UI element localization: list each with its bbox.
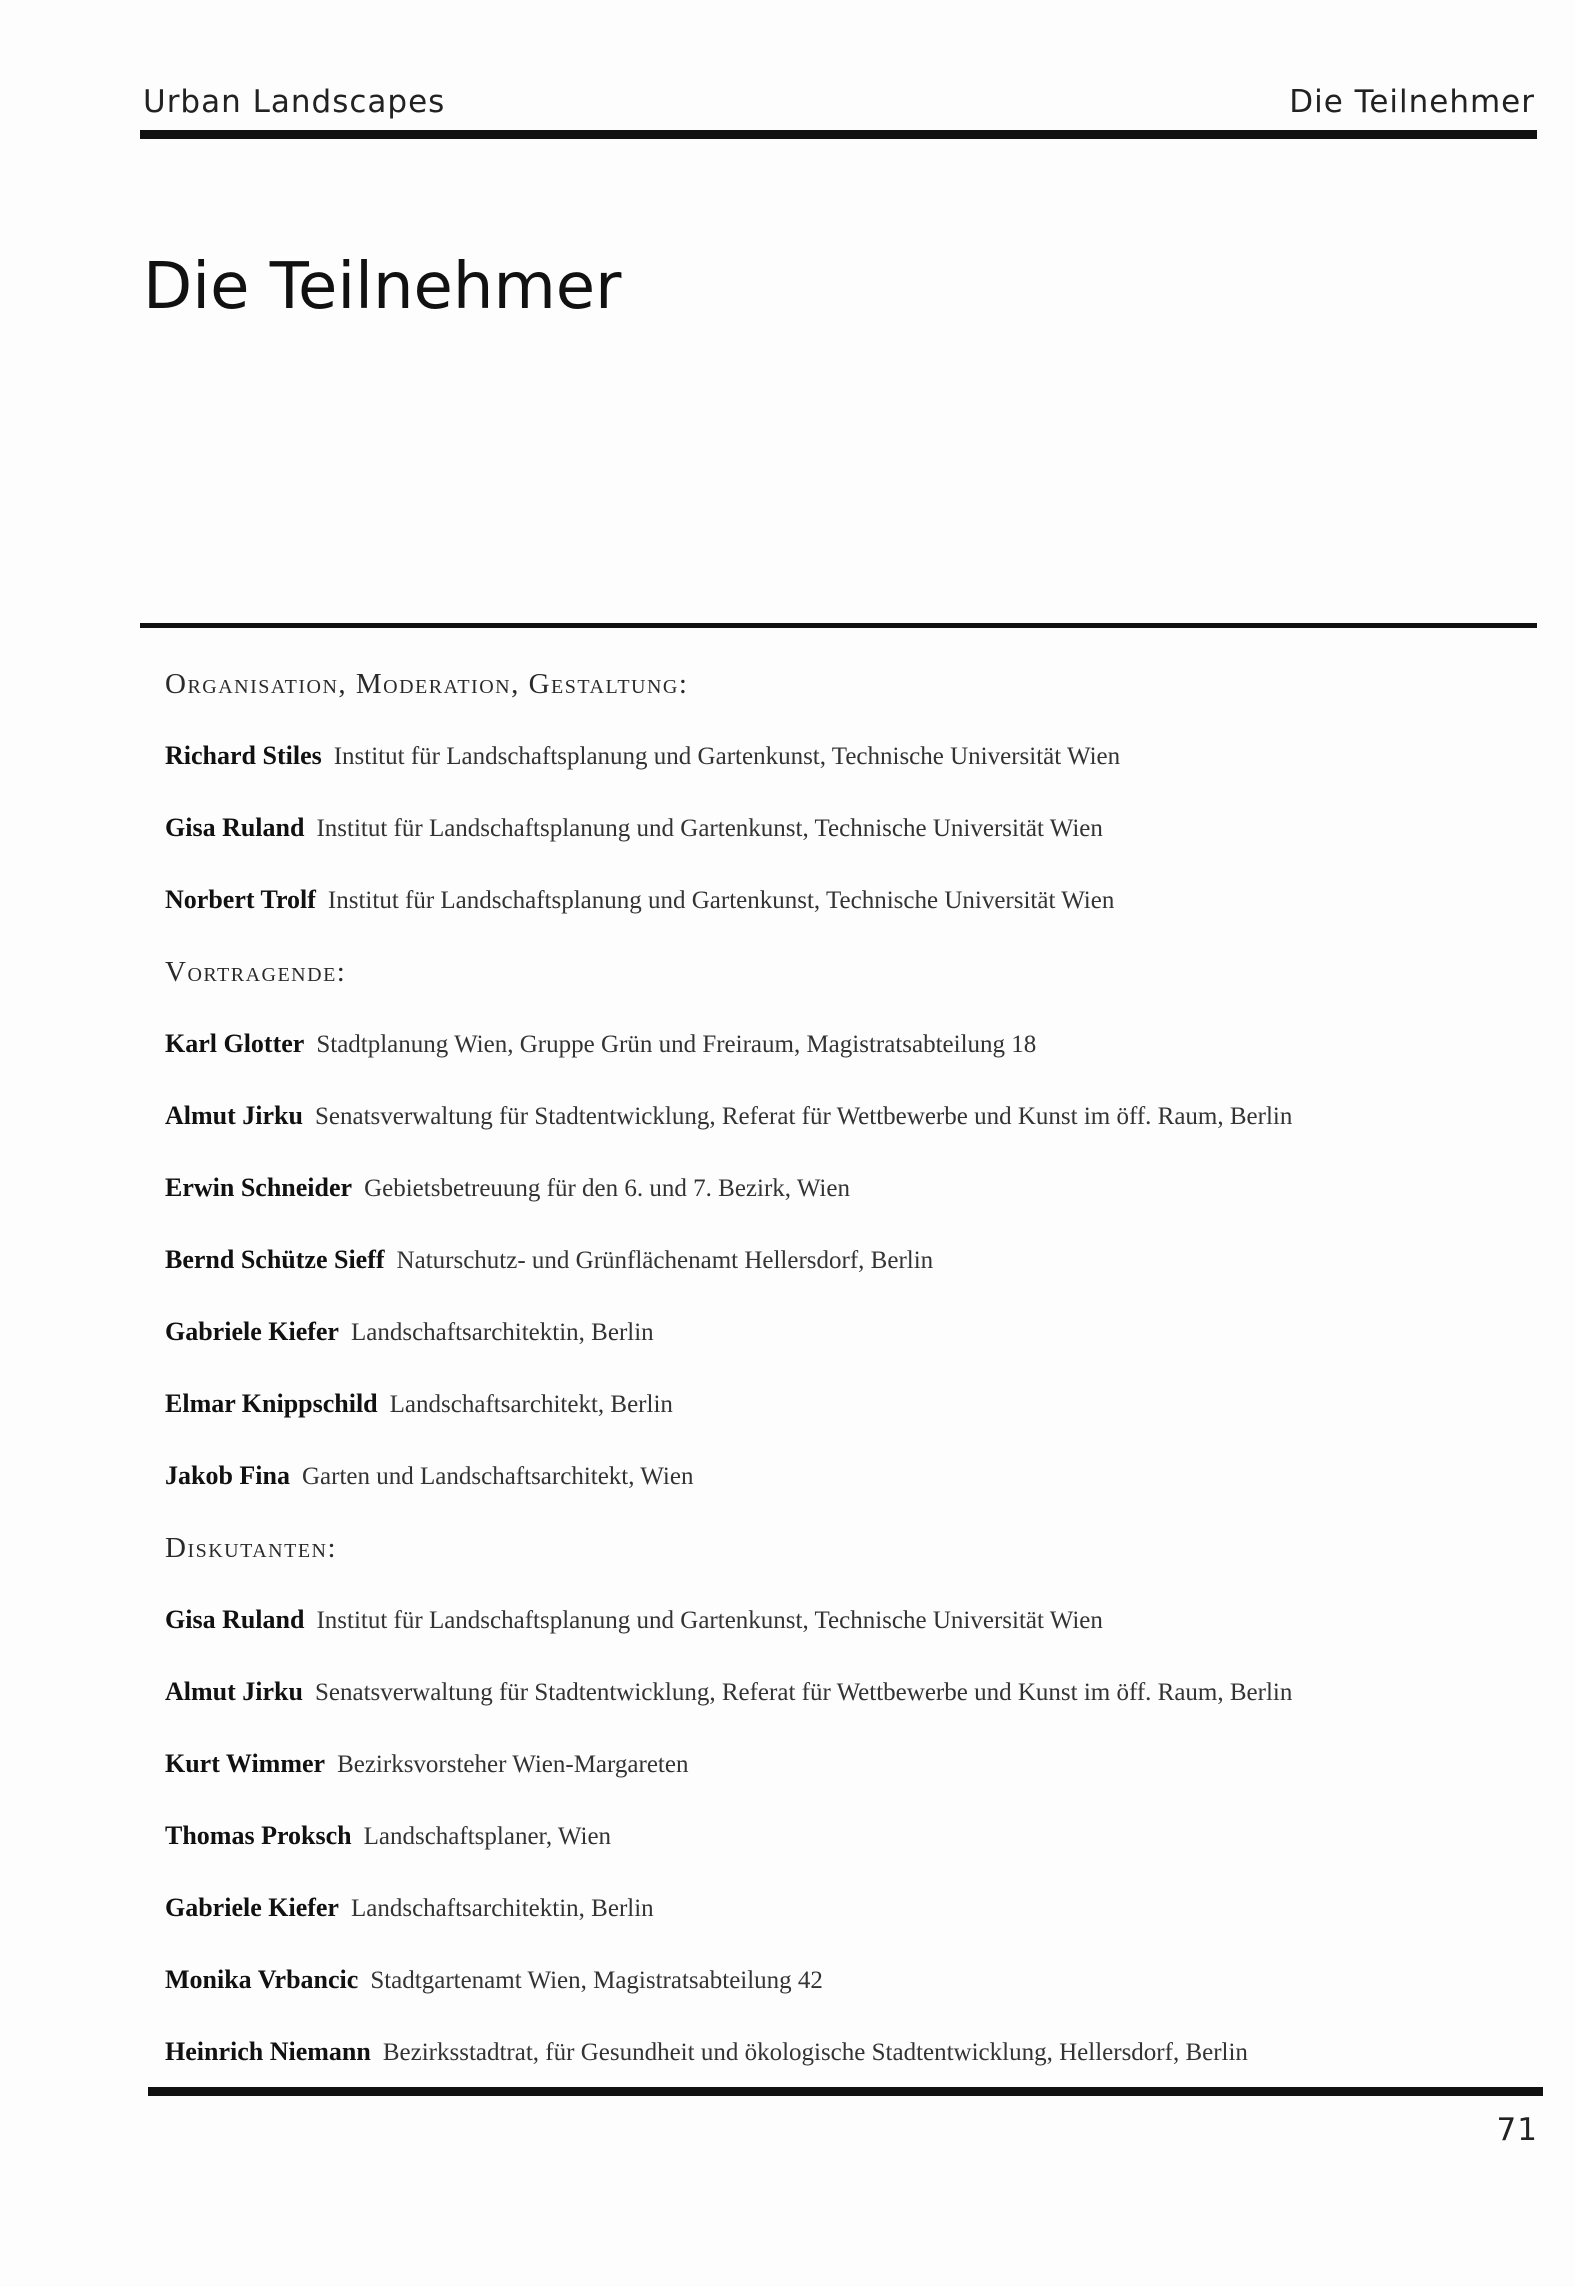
list-item bbox=[165, 878, 1495, 950]
participant-affiliation: Bezirksstadtrat, für Gesundheit und ökologische Stadtentwicklung, Hellersdorf, Berlin bbox=[382, 2039, 1248, 2066]
participant-name: Jakob Fina bbox=[165, 1461, 290, 1490]
list-item bbox=[165, 1598, 1495, 1670]
list-item bbox=[165, 1958, 1495, 2030]
section-vortragende bbox=[165, 950, 1495, 1526]
section-heading: Organisation, Moderation, Gestaltung: bbox=[165, 668, 689, 700]
participant-name: Gisa Ruland bbox=[165, 1605, 305, 1634]
participant-name: Elmar Knippschild bbox=[165, 1389, 378, 1418]
list-item bbox=[165, 1022, 1495, 1094]
participant-affiliation: Institut für Landschaftsplanung und Gartenkunst, Technische Universität Wien bbox=[316, 1607, 1103, 1634]
participant-affiliation: Landschaftsarchitekt, Berlin bbox=[389, 1391, 673, 1418]
participant-list bbox=[165, 662, 1495, 2102]
participant-name: Erwin Schneider bbox=[165, 1173, 353, 1202]
participant-name: Gabriele Kiefer bbox=[165, 1317, 339, 1346]
list-item bbox=[165, 1742, 1495, 1814]
page-number: 71 bbox=[1496, 2112, 1538, 2148]
participant-affiliation: Naturschutz- und Grünflächenamt Hellersdorf, Berlin bbox=[396, 1247, 934, 1274]
participant-name: Almut Jirku bbox=[165, 1677, 303, 1706]
participant-name: Thomas Proksch bbox=[165, 1821, 352, 1850]
participant-name: Richard Stiles bbox=[165, 741, 322, 770]
list-item bbox=[165, 806, 1495, 878]
participant-name: Karl Glotter bbox=[165, 1029, 305, 1058]
list-item bbox=[165, 1454, 1495, 1526]
section-diskutanten bbox=[165, 1526, 1495, 2102]
header-book-title: Urban Landscapes bbox=[143, 84, 446, 120]
list-item bbox=[165, 1382, 1495, 1454]
participant-name: Heinrich Niemann bbox=[165, 2037, 371, 2066]
participant-name: Gisa Ruland bbox=[165, 813, 305, 842]
page-title: Die Teilnehmer bbox=[143, 250, 622, 324]
participant-affiliation: Senatsverwaltung für Stadtentwicklung, Referat für Wettbewerbe und Kunst im öff. Raum, Berlin bbox=[314, 1103, 1293, 1130]
list-item bbox=[165, 1670, 1495, 1742]
participant-affiliation: Landschaftsarchitektin, Berlin bbox=[350, 1319, 654, 1346]
participant-name: Norbert Trolf bbox=[165, 885, 316, 914]
list-item bbox=[165, 1238, 1495, 1310]
participant-affiliation: Gebietsbetreuung für den 6. und 7. Bezirk, Wien bbox=[364, 1175, 850, 1202]
list-item bbox=[165, 1310, 1495, 1382]
title-rule bbox=[140, 623, 1537, 628]
participant-name: Monika Vrbancic bbox=[165, 1965, 359, 1994]
participant-affiliation: Landschaftsarchitektin, Berlin bbox=[350, 1895, 654, 1922]
participant-affiliation: Garten und Landschaftsarchitekt, Wien bbox=[302, 1463, 694, 1490]
header-chapter-title: Die Teilnehmer bbox=[1289, 84, 1535, 120]
participant-affiliation: Institut für Landschaftsplanung und Gartenkunst, Technische Universität Wien bbox=[327, 887, 1115, 914]
header-rule bbox=[140, 130, 1537, 139]
list-item bbox=[165, 1166, 1495, 1238]
participant-affiliation: Landschaftsplaner, Wien bbox=[363, 1823, 612, 1850]
participant-name: Almut Jirku bbox=[165, 1101, 303, 1130]
participant-affiliation: Senatsverwaltung für Stadtentwicklung, Referat für Wettbewerbe und Kunst im öff. Raum, Berlin bbox=[314, 1679, 1293, 1706]
list-item bbox=[165, 1814, 1495, 1886]
footer-rule bbox=[148, 2087, 1543, 2096]
participant-affiliation: Institut für Landschaftsplanung und Gartenkunst, Technische Universität Wien bbox=[316, 815, 1103, 842]
list-item bbox=[165, 734, 1495, 806]
running-header bbox=[140, 80, 1535, 130]
participant-affiliation: Institut für Landschaftsplanung und Gartenkunst, Technische Universität Wien bbox=[333, 743, 1121, 770]
section-organisation bbox=[165, 662, 1495, 950]
participant-name: Bernd Schütze Sieff bbox=[165, 1245, 385, 1274]
participant-affiliation: Stadtgartenamt Wien, Magistratsabteilung 42 bbox=[370, 1967, 823, 1994]
participant-name: Kurt Wimmer bbox=[165, 1749, 326, 1778]
list-item bbox=[165, 1094, 1495, 1166]
section-heading: Diskutanten: bbox=[165, 1532, 338, 1564]
participant-name: Gabriele Kiefer bbox=[165, 1893, 339, 1922]
section-heading: Vortragende: bbox=[165, 956, 347, 988]
participant-affiliation: Stadtplanung Wien, Gruppe Grün und Freiraum, Magistratsabteilung 18 bbox=[316, 1031, 1037, 1058]
participant-affiliation: Bezirksvorsteher Wien-Margareten bbox=[337, 1751, 689, 1778]
list-item bbox=[165, 1886, 1495, 1958]
